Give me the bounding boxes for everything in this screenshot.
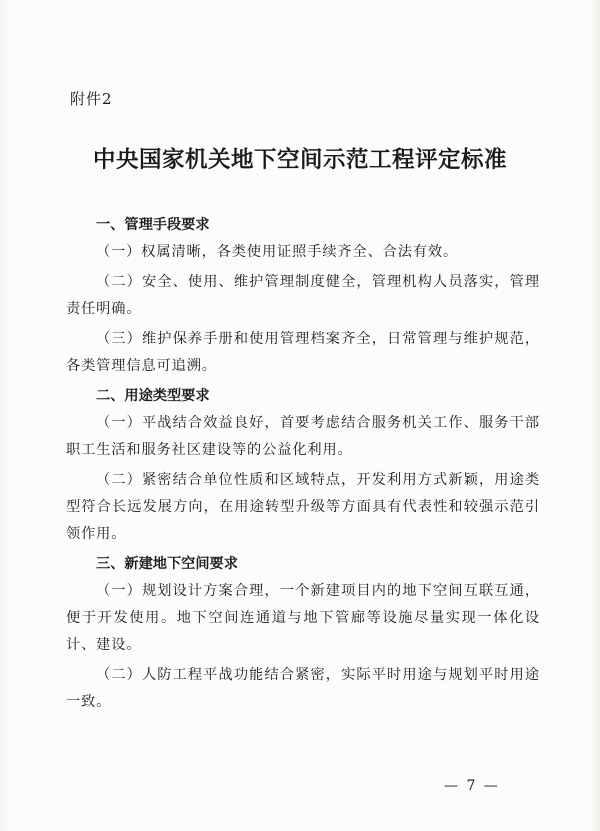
paragraph: （一）权属清晰，各类使用证照手续齐全、合法有效。 [96, 244, 459, 260]
paragraph: （二）安全、使用、维护管理制度健全，管理机构人员落实，管理责任明确。 [66, 274, 540, 317]
attachment-label: 附件2 [70, 90, 113, 108]
document-title: 中央国家机关地下空间示范工程评定标准 [92, 147, 507, 173]
paragraph: （一）平战结合效益良好，首要考虑结合服务机关工作、服务干部职工生活和服务社区建设等的公益化利用。 [66, 415, 540, 458]
section-new-construction [66, 551, 540, 716]
paragraph: （一）规划设计方案合理，一个新建项目内的地下空间互联互通，便于开发使用。地下空间连通道与地下管廊等设施尽量实现一体化设计、建设。 [66, 583, 540, 653]
paragraph: （三）维护保养手册和使用管理档案齐全，日常管理与维护规范，各类管理信息可追溯。 [66, 331, 540, 374]
section-heading: 二、用途类型要求 [96, 388, 210, 404]
page-number: — 7 — [444, 778, 500, 794]
section-usage-type [66, 383, 540, 548]
paragraph: （二）人防工程平战功能结合紧密，实际平时用途与规划平时用途一致。 [66, 667, 540, 710]
document-body [66, 212, 540, 719]
section-heading: 一、管理手段要求 [96, 217, 210, 233]
section-management [66, 212, 540, 380]
section-heading: 三、新建地下空间要求 [96, 556, 238, 572]
paragraph: （二）紧密结合单位性质和区域特点，开发利用方式新颖，用途类型符合长远发展方向，在用途转型升级等方面具有代表性和较强示范引领作用。 [66, 472, 540, 542]
